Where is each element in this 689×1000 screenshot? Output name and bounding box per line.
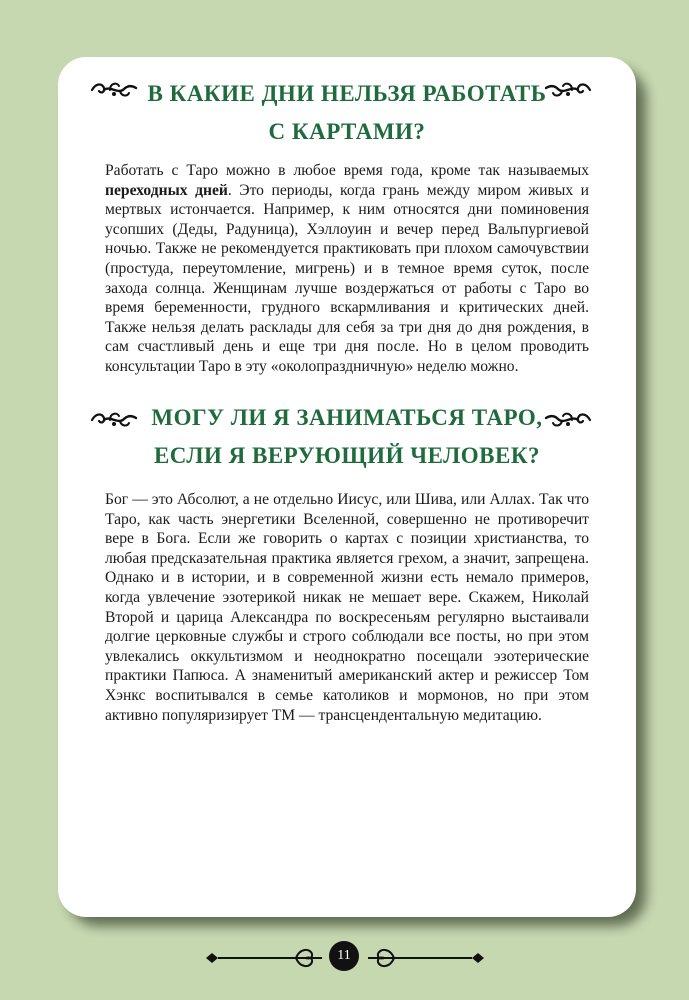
section1-text-rest: . Это периоды, когда грань между миром живых и мертвых истончается. Например, к ним относятся дни поминовения усопших (Деды, Радуница), Хэллоуин и вечер перед Вальпургиевой ночью. Также не рекомендуется практиковать при плохом самочувствии (простуда, переутомление, мигрень) и в темное время суток, после захода солнца. Женщинам лучше воздержаться от работы с Таро во время беременности, грудного вскармливания и критических дней. Также нельзя делать расклады для себя за три дня до дня рождения, в сам счастливый день и еще три дня после. Но в целом проводить консультации Таро в эту «околопраздничную» неделю можно.: [105, 181, 589, 375]
section2-heading-line1: МОГУ ЛИ Я ЗАНИМАТЬСЯ ТАРО,: [151, 405, 543, 430]
section1-bold-term: переходных дней: [105, 181, 228, 199]
section1-heading: [58, 75, 636, 150]
page-card: [58, 57, 636, 917]
section1-heading-line2: С КАРТАМИ?: [268, 119, 426, 144]
page-number: 11: [329, 941, 359, 971]
section2-heading-line2: ЕСЛИ Я ВЕРУЮЩИЙ ЧЕЛОВЕК?: [153, 443, 541, 468]
section1-heading-line1: В КАКИЕ ДНИ НЕЛЬЗЯ РАБОТАТЬ: [147, 81, 547, 106]
section2-paragraph: [105, 490, 589, 725]
section2-heading: [58, 399, 636, 474]
section2-text: Бог — это Абсолют, а не отдельно Иисус, или Шива, или Аллах. Так что Таро, как часть энергетики Вселенной, совершенно не противоречит вере в Бога. Если же говорить о картах с позиции христианства, то любая предсказательная практика является грехом, а значит, запрещена. Однако и в истории, и в современной жизни есть немало примеров, когда увлечение эзотерикой никак не мешает вере. Скажем, Николай Второй и царица Александра по воскресеньям регулярно выстаивали долгие церковные службы и строго соблюдали все посты, но при этом увлекались оккультизмом и неоднократно посещали эзотерические практики Папюса. А знаменитый американский актер и режиссер Том Хэнкс воспитывался в семье католиков и мормонов, но при этом активно популяризирует ТМ — трансцендентальную медитацию.: [105, 491, 589, 724]
section1-paragraph: [105, 161, 589, 377]
section1-text-start: Работать с Таро можно в любое время года, кроме так называемых: [105, 162, 589, 179]
